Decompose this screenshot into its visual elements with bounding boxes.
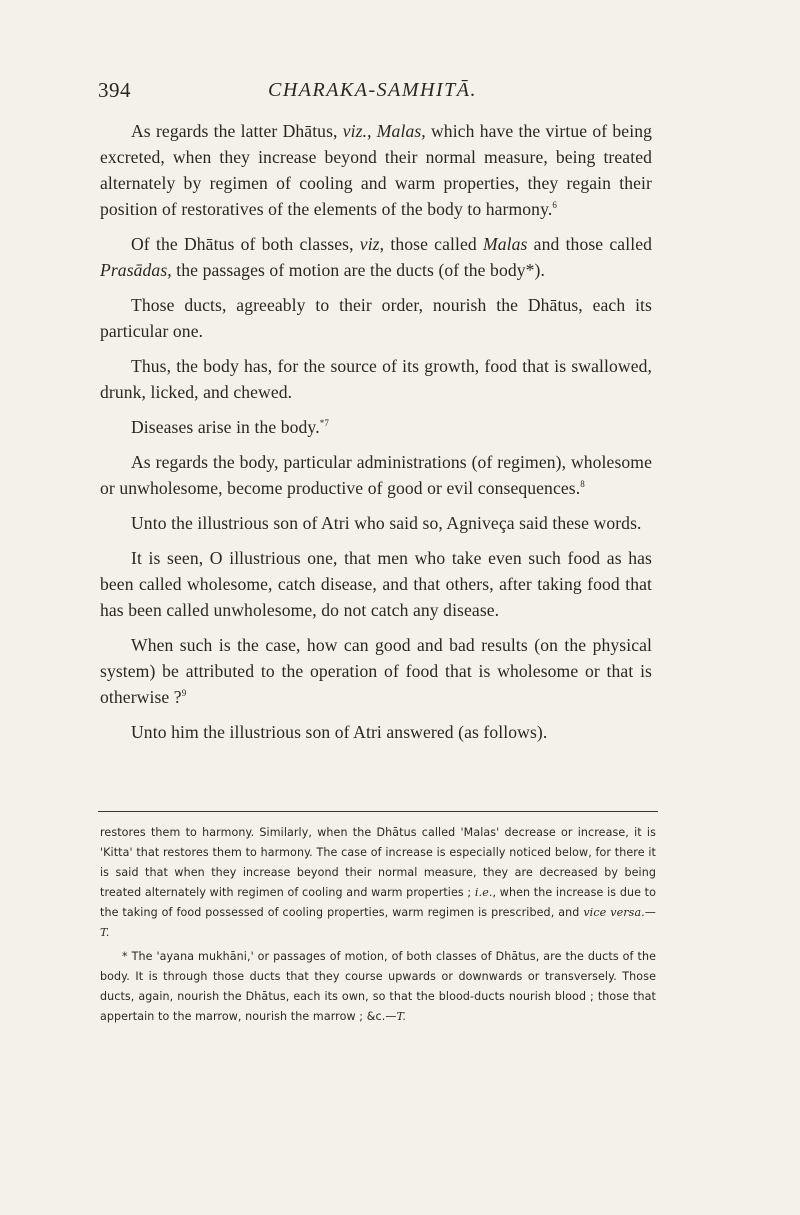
page-number: 394: [98, 78, 131, 102]
paragraph-3: Those ducts, agreeably to their order, nourish the Dhātus, each its particular one.: [100, 295, 652, 341]
paragraph-5: Diseases arise in the body.$^{*7}$: [131, 417, 329, 437]
paragraph-8: It is seen, O illustrious one, that men who take even such food as has been called wholesome, catch disease, and that others, after taking food that has been called unwholesome, do not catch any disease.: [100, 548, 652, 620]
page-header: [98, 78, 658, 108]
footnotes: [100, 823, 656, 1031]
paragraph-10: Unto him the illustrious son of Atri answered (as follows).: [131, 722, 548, 742]
paragraph-6: As regards the body, particular administrations (of regimen), wholesome or unwholesome, become productive of good or evil consequences.$^8$: [100, 452, 652, 498]
running-title: CHARAKA-SAMHITĀ.: [268, 79, 477, 101]
footnote-continued: restores them to harmony. Similarly, when the Dhātus called 'Malas' decrease or increase, it is 'Kitta' that restores them to harmony. The case of increase is especially noticed below, for there it is said that when they increase beyond their normal measure, they are decreased by being treated alternately with regimen of cooling and warm properties ; i.e., when the increase is due to the taking of food possessed of cooling properties, warm regimen is prescribed, and vice versa.—T.: [100, 826, 656, 939]
main-text: [100, 118, 652, 745]
footnote-marker: 9: [181, 688, 187, 698]
footnote-asterisk: * The 'ayana mukhāni,' or passages of motion, of both classes of Dhātus, are the ducts of the body. It is through those ducts that they course upwards or downwards or transversely. Those ducts, again, nourish the Dhātus, each its own, so that the blood-ducts nourish blood ; those that appertain to the marrow, nourish the marrow ; &c.—T.: [100, 950, 656, 1023]
paragraph-9: When such is the case, how can good and bad results (on the physical system) be attributed to the operation of food that is wholesome or that is otherwise ?$^9$: [100, 635, 652, 707]
paragraph-7: Unto the illustrious son of Atri who said so, Agniveça said these words.: [131, 513, 642, 533]
paragraph-4: Thus, the body has, for the source of its growth, food that is swallowed, drunk, licked, and chewed.: [100, 356, 652, 402]
paragraph-2: Of the Dhātus of both classes, viz, those called Malas and those called Prasādas, the passages of motion are the ducts (of the body*).: [100, 234, 653, 280]
footnote-marker: 8: [580, 479, 585, 489]
footnote-divider: [98, 811, 658, 812]
footnote-marker: 6: [552, 200, 557, 210]
footnote-marker: *7: [319, 418, 329, 428]
paragraph-1: As regards the latter Dhātus, viz., Malas, which have the virtue of being excreted, when they increase beyond their normal measure, being treated alternately by regimen of cooling and warm properties, they regain their position of restoratives of the elements of the body to harmony.$^6$: [100, 121, 652, 219]
